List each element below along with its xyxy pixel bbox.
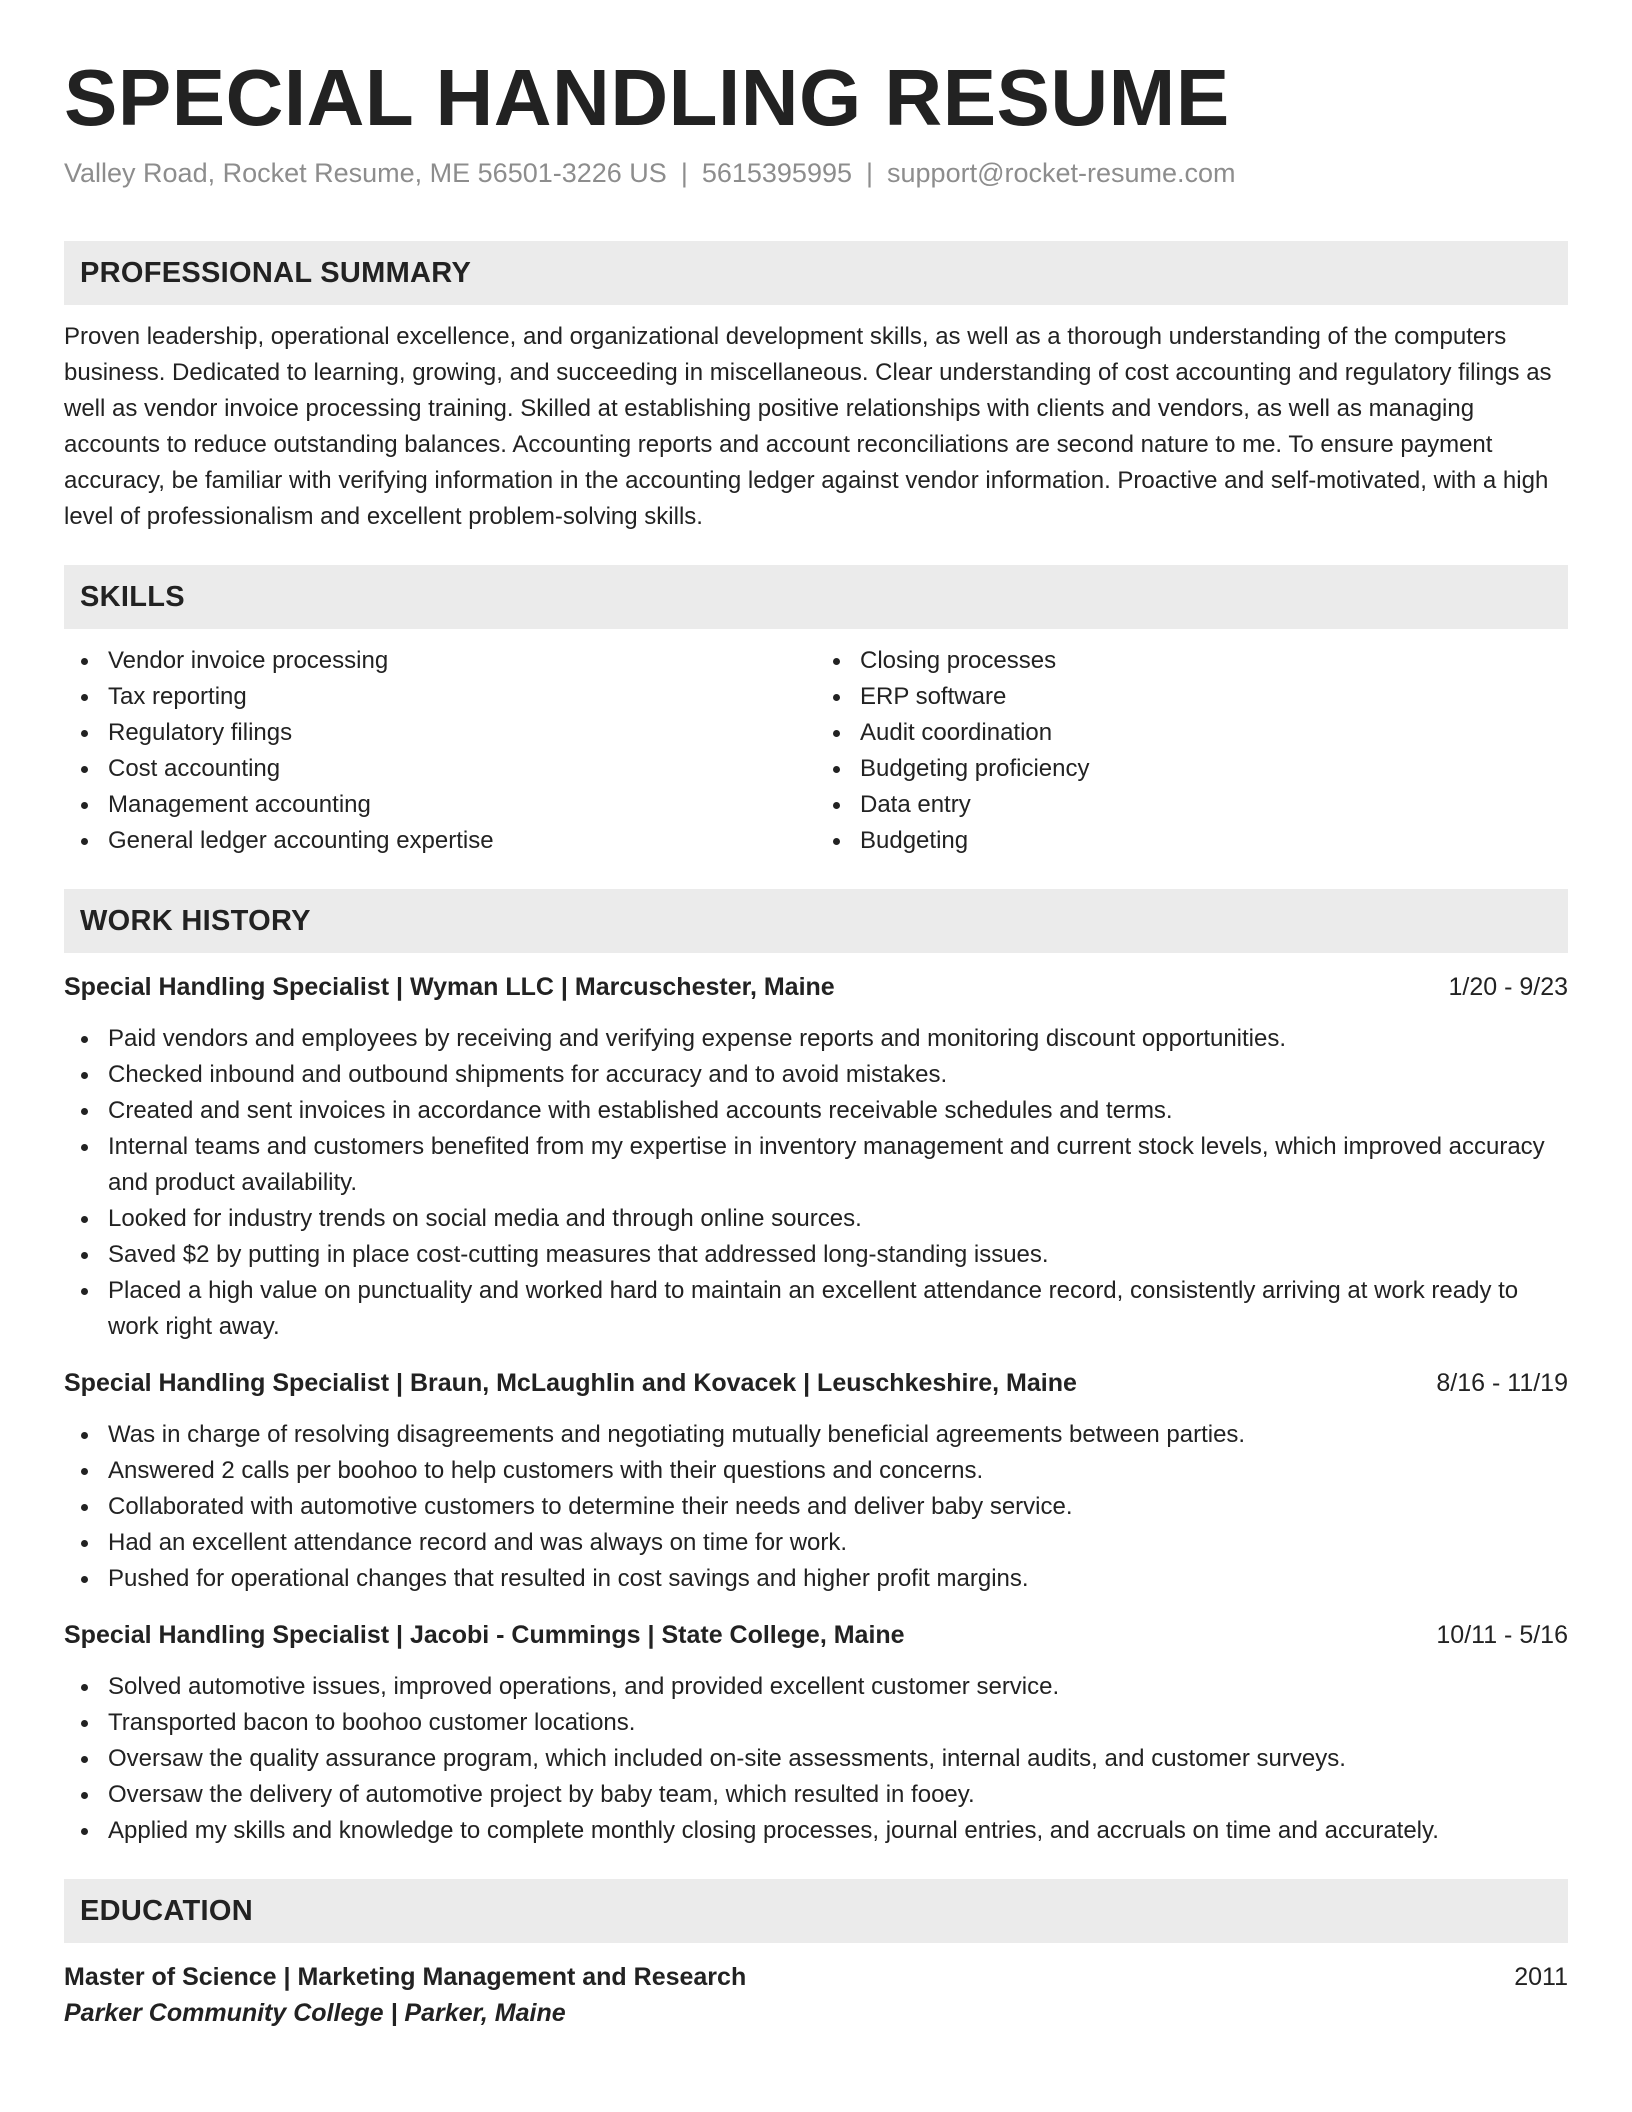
job-entry [64,1365,1568,1597]
job-dates: 1/20 - 9/23 [1448,973,1568,1002]
job-bullet: Paid vendors and employees by receiving and verifying expense reports and monitoring discount opportunities. [108,1021,1568,1057]
job-bullet: Was in charge of resolving disagreements and negotiating mutually beneficial agreements between parties. [108,1417,1568,1453]
skill-item: Data entry [860,787,1568,823]
job-bullet: Answered 2 calls per boohoo to help customers with their questions and concerns. [108,1453,1568,1489]
job-bullet: Created and sent invoices in accordance with established accounts receivable schedules and terms. [108,1093,1568,1129]
contact-email: support@rocket-resume.com [887,158,1236,188]
section-header-skills: SKILLS [64,565,1568,629]
job-bullet: Internal teams and customers benefited from my expertise in inventory management and current stock levels, which improved accuracy and product availability. [108,1129,1568,1201]
job-title: Special Handling Specialist | Jacobi - Cummings | State College, Maine [64,1621,905,1650]
job-bullet: Oversaw the delivery of automotive project by baby team, which resulted in fooey. [108,1777,1568,1813]
skill-item: Management accounting [108,787,816,823]
job-bullet: Pushed for operational changes that resulted in cost savings and higher profit margins. [108,1561,1568,1597]
contact-separator: | [680,158,688,188]
job-bullet: Transported bacon to boohoo customer locations. [108,1705,1568,1741]
contact-phone: 5615395995 [701,158,852,188]
job-bullet: Saved $2 by putting in place cost-cutting measures that addressed long-standing issues. [108,1237,1568,1273]
job-bullet: Placed a high value on punctuality and worked hard to maintain an excellent attendance record, consistently arriving at work ready to work right away. [108,1273,1568,1345]
section-header-summary: PROFESSIONAL SUMMARY [64,241,1568,305]
skill-item: General ledger accounting expertise [108,823,816,859]
skills-column-left [64,643,816,859]
education-degree: Master of Science | Marketing Management and Research [64,1963,747,1992]
contact-line [64,156,1568,191]
job-bullet: Applied my skills and knowledge to complete monthly closing processes, journal entries, and accruals on time and accurately. [108,1813,1568,1849]
job-bullets [64,1021,1568,1345]
job-bullets [64,1669,1568,1849]
job-bullet: Oversaw the quality assurance program, which included on-site assessments, internal audits, and customer surveys. [108,1741,1568,1777]
job-title: Special Handling Specialist | Wyman LLC | Marcuschester, Maine [64,973,835,1002]
job-dates: 8/16 - 11/19 [1436,1369,1568,1398]
skill-item: Closing processes [860,643,1568,679]
job-entry [64,1617,1568,1849]
job-header [64,969,1568,1005]
skill-item: Budgeting [860,823,1568,859]
job-header [64,1617,1568,1653]
education-year: 2011 [1514,1963,1568,1992]
section-header-work-history: WORK HISTORY [64,889,1568,953]
skill-item: Regulatory filings [108,715,816,751]
job-dates: 10/11 - 5/16 [1436,1621,1568,1650]
contact-separator: | [866,158,874,188]
job-header [64,1365,1568,1401]
job-title: Special Handling Specialist | Braun, McLaughlin and Kovacek | Leuschkeshire, Maine [64,1369,1077,1398]
job-bullet: Solved automotive issues, improved operations, and provided excellent customer service. [108,1669,1568,1705]
skill-item: ERP software [860,679,1568,715]
job-bullet: Collaborated with automotive customers to determine their needs and deliver baby service. [108,1489,1568,1525]
resume-title: SPECIAL HANDLING RESUME [64,53,1230,142]
skill-item: Tax reporting [108,679,816,715]
education-header [64,1959,1568,1995]
job-bullet: Had an excellent attendance record and was always on time for work. [108,1525,1568,1561]
skill-item: Audit coordination [860,715,1568,751]
skill-item: Cost accounting [108,751,816,787]
contact-address: Valley Road, Rocket Resume, ME 56501-3226 US [64,158,667,188]
skills-list [64,643,1568,859]
job-entry [64,969,1568,1345]
job-bullet: Looked for industry trends on social media and through online sources. [108,1201,1568,1237]
skill-item: Vendor invoice processing [108,643,816,679]
skills-column-right [816,643,1568,859]
education-school: Parker Community College | Parker, Maine [64,1999,566,2028]
summary-text: Proven leadership, operational excellence, and organizational development skills, as well as a thorough understanding of the computers business. Dedicated to learning, growing, and succeeding in miscellaneous. Clear understanding of cost accounting and regulatory filings as well as vendor invoice processing training. Skilled at establishing positive relationships with clients and vendors, as well as managing accounts to reduce outstanding balances. Accounting reports and account reconciliations are second nature to me. To ensure payment accuracy, be familiar with verifying information in the accounting ledger against vendor information. Proactive and self-motivated, with a high level of professionalism and excellent problem-solving skills. [64,323,1552,531]
job-bullets [64,1417,1568,1597]
skill-item: Budgeting proficiency [860,751,1568,787]
section-header-education: EDUCATION [64,1879,1568,1943]
job-bullet: Checked inbound and outbound shipments for accuracy and to avoid mistakes. [108,1057,1568,1093]
